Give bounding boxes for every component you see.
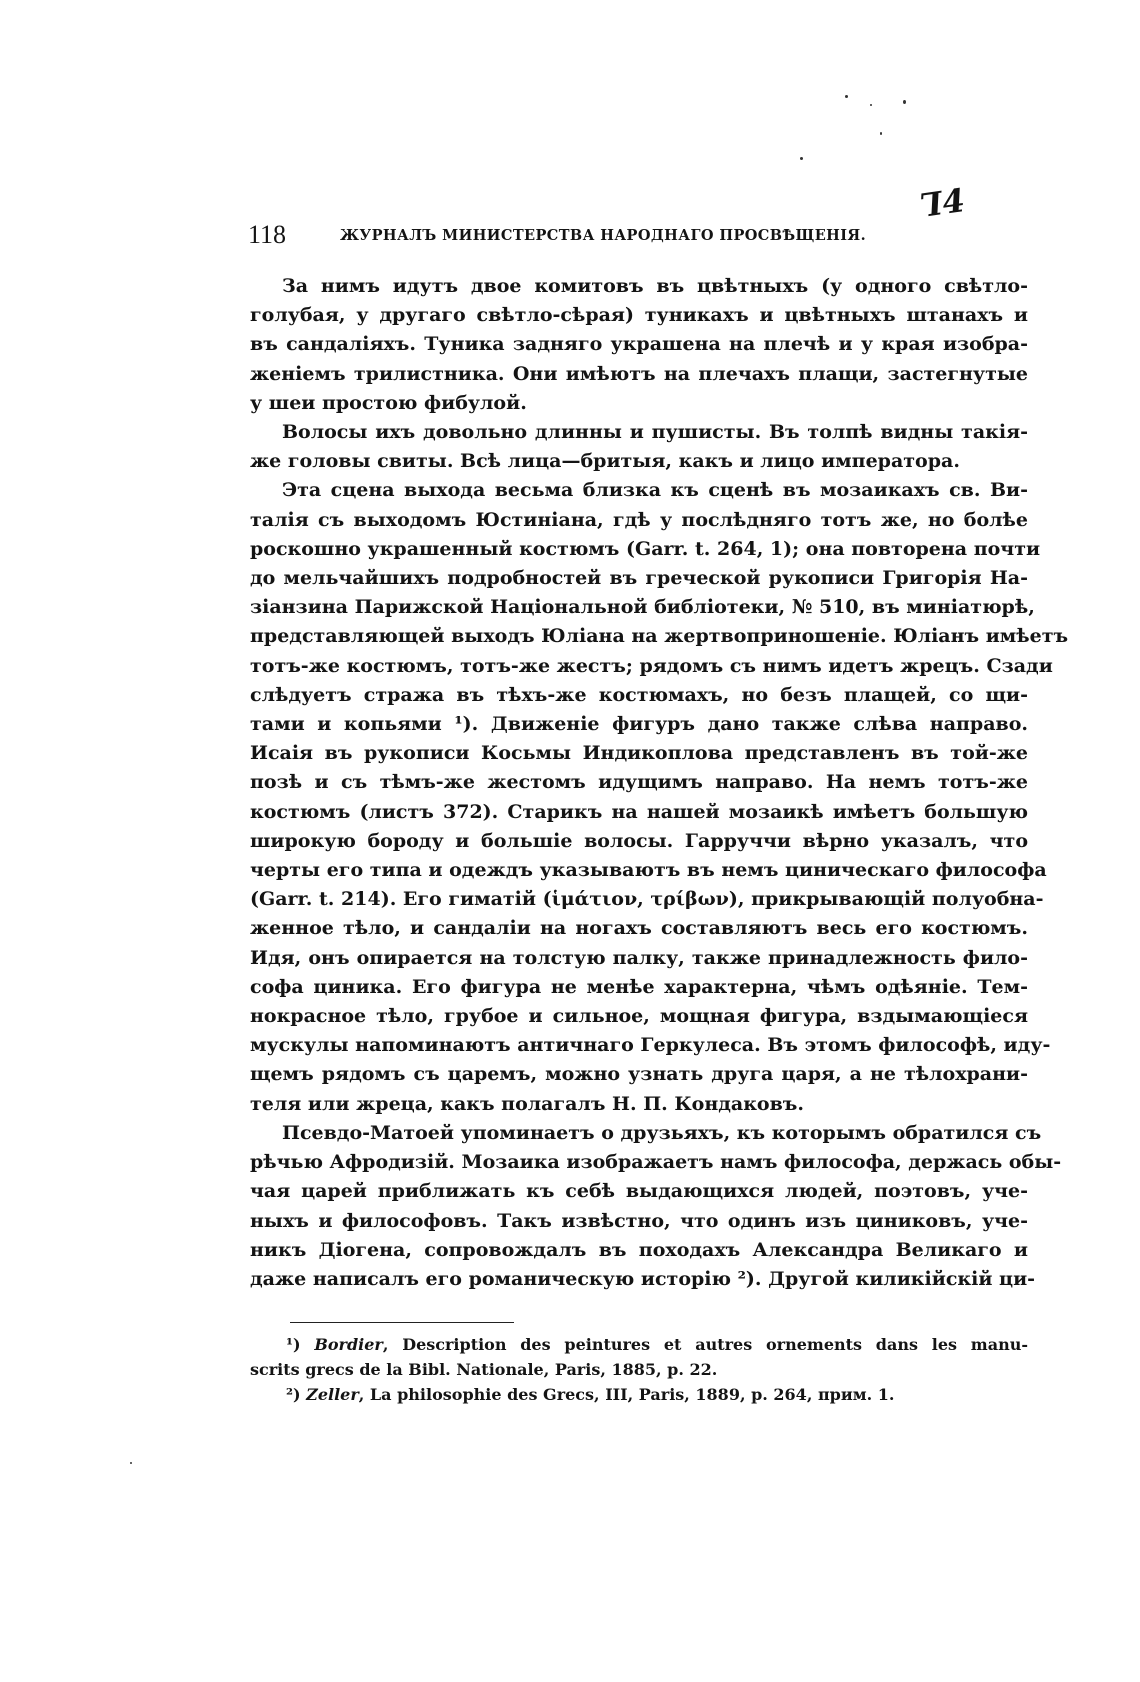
text-line: костюмъ (листъ 372). Старикъ на нашей мозаикѣ имѣетъ большую <box>250 800 1028 823</box>
scan-speck <box>845 95 848 98</box>
text-line: талія съ выходомъ Юстиніана, гдѣ у послѣдняго тотъ же, но болѣе <box>250 508 1028 531</box>
text-line: же головы свиты. Всѣ лица—бритыя, какъ и лицо императора. <box>250 450 960 473</box>
scan-speck <box>880 132 882 135</box>
text-line: мускулы напоминаютъ античнаго Геркулеса. Въ этомъ философѣ, иду- <box>250 1034 1051 1057</box>
text-line: голубая, у другаго свѣтло-сѣрая) туникахъ и цвѣтныхъ штанахъ и <box>250 304 1028 327</box>
text-line: широкую бороду и большіе волосы. Гарруччи вѣрно указалъ, что <box>250 829 1028 852</box>
text-line: женное тѣло, и сандаліи на ногахъ составляютъ весь его костюмъ. <box>250 917 1028 940</box>
text-line: За нимъ идутъ двое комитовъ въ цвѣтныхъ (у одного свѣтло- <box>282 275 1028 297</box>
footnote-1-continued: scrits grecs de la Bibl. Nationale, Paris, 1885, p. 22. <box>250 1360 718 1379</box>
text-line: Эта сцена выхода весьма близка къ сценѣ въ мозаикахъ св. Ви- <box>282 479 1028 502</box>
text-line: тотъ-же костюмъ, тотъ-же жестъ; рядомъ съ нимъ идетъ жрецъ. Сзади <box>250 654 1053 677</box>
running-head <box>248 218 938 252</box>
text-line: щемъ рядомъ съ царемъ, можно узнать друга царя, а не тѣлохрани- <box>250 1063 1028 1086</box>
footnote-marker: ¹) <box>286 1335 301 1354</box>
handwritten-mark: Ꞁ4 <box>917 181 968 225</box>
text-line: софа циника. Его фигура не менѣе характерна, чѣмъ одѣяніе. Тем- <box>250 975 1028 998</box>
paragraph-3 <box>250 476 1069 1118</box>
text-line: Идя, онъ опирается на толстую палку, также принадлежность фило- <box>250 946 1028 969</box>
text-line: женіемъ трилистника. Они имѣютъ на плечахъ плащи, застегнутые <box>250 362 1028 385</box>
text-line: рѣчью Афродизій. Мозаика изображаетъ намъ философа, держась обы- <box>250 1151 1062 1174</box>
text-line: зіанзина Парижской Національной библіотеки, № 510, въ миніатюрѣ, <box>250 596 1035 619</box>
body-text <box>250 272 1069 1294</box>
text-line: черты его типа и одеждъ указываютъ въ немъ циническаго философа <box>250 859 1047 882</box>
text-line: нокрасное тѣло, грубое и сильное, мощная фигура, вздымающіеся <box>250 1005 1028 1028</box>
footnote-2 <box>250 1382 1028 1407</box>
text-line: Псевдо-Матоей упоминаетъ о друзьяхъ, къ которымъ обратился съ <box>282 1121 1042 1144</box>
scan-speck <box>903 100 906 104</box>
footnote-author: Bordier <box>314 1335 383 1354</box>
footnote-rule <box>290 1322 514 1323</box>
footnote-author: Zeller <box>306 1385 359 1404</box>
paragraph-4 <box>250 1119 1062 1294</box>
text-line: никъ Діогена, сопровождалъ въ походахъ Александра Великаго и <box>250 1238 1028 1261</box>
footnotes <box>250 1332 1028 1407</box>
footnote-text: , Description des peintures et autres ornements dans les manu- <box>382 1335 1028 1354</box>
text-line: Волосы ихъ довольно длинны и пушисты. Въ толпѣ видны такія- <box>282 421 1028 444</box>
page-number: 118 <box>248 220 287 249</box>
text-line: слѣдуетъ стража въ тѣхъ-же костюмахъ, но безъ плащей, со щи- <box>250 683 1028 706</box>
text-line: въ сандаліяхъ. Туника задняго украшена на плечѣ и у края изобра- <box>250 333 1028 356</box>
text-line: у шеи простою фибулой. <box>250 391 527 414</box>
text-line: представляющей выходъ Юліана на жертвоприношеніе. Юліанъ имѣетъ <box>250 625 1069 648</box>
text-line: позѣ и съ тѣмъ-же жестомъ идущимъ направо. На немъ тотъ-же <box>250 771 1028 794</box>
text-line: теля или жреца, какъ полагалъ Н. П. Кондаковъ. <box>250 1092 804 1115</box>
text-line: ныхъ и философовъ. Такъ извѣстно, что одинъ изъ циниковъ, уче- <box>250 1209 1028 1232</box>
scan-speck <box>800 157 803 160</box>
scan-speck <box>130 1462 132 1464</box>
text-line: чая царей приближать къ себѣ выдающихся людей, поэтовъ, уче- <box>250 1180 1028 1203</box>
text-line: тами и копьями ¹). Движеніе фигуръ дано также слѣва направо. <box>250 713 1028 736</box>
footnote-marker: ²) <box>286 1385 301 1404</box>
text-line: Исаія въ рукописи Косьмы Индикоплова представленъ въ той-же <box>250 742 1028 765</box>
text-line: (Garr. t. 214). Его гиматій (ἱμάτιον, τρίβων), прикрывающій полуобна- <box>250 888 1044 911</box>
journal-title: ЖУРНАЛЪ МИНИСТЕРСТВА НАРОДНАГО ПРОСВѢЩЕНІЯ. <box>340 227 867 244</box>
paragraph-2 <box>250 418 1028 476</box>
footnote-1 <box>250 1332 1028 1357</box>
paragraph-1 <box>250 272 1028 418</box>
scan-speck <box>870 104 872 106</box>
footnote-text: , La philosophie des Grecs, III, Paris, 1889, p. 264, прим. 1. <box>358 1385 895 1404</box>
text-line: до мельчайшихъ подробностей въ греческой рукописи Григорія На- <box>250 567 1028 590</box>
text-line: даже написалъ его романическую исторію ²). Другой киликійскій ци- <box>250 1267 1036 1290</box>
text-line: роскошно украшенный костюмъ (Garr. t. 264, 1); она повторена почти <box>250 537 1041 560</box>
